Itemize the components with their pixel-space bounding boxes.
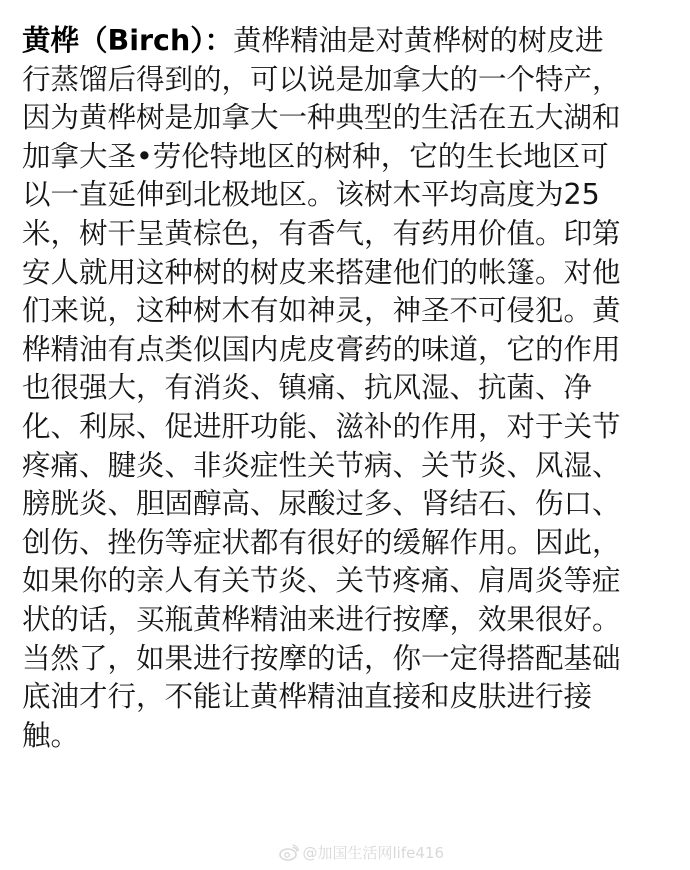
article-title-term: 黄桦（Birch）： bbox=[22, 24, 233, 57]
article-line: 因为黄桦树是加拿大一种典型的生活在五大湖和 bbox=[22, 101, 621, 135]
article-line: 行蒸馏后得到的，可以说是加拿大的一个特产， bbox=[22, 62, 621, 96]
article-line: 触。 bbox=[22, 718, 80, 752]
article-line: 安人就用这种树的树皮来搭建他们的帐篷。对他 bbox=[22, 255, 621, 289]
watermark-text: @加国生活网life416 bbox=[302, 844, 444, 862]
article-line: 当然了，如果进行按摩的话，你一定得搭配基础 bbox=[22, 641, 621, 675]
article-line: 膀胱炎、胆固醇高、尿酸过多、肾结石、伤口、 bbox=[22, 487, 621, 521]
article-line: 创伤、挫伤等症状都有很好的缓解作用。因此， bbox=[22, 525, 621, 559]
article-line: 也很强大，有消炎、镇痛、抗风湿、抗菌、净 bbox=[22, 371, 593, 405]
article-line: 底油才行，不能让黄桦精油直接和皮肤进行接 bbox=[22, 680, 593, 714]
weibo-icon bbox=[279, 844, 299, 861]
article-line: 米，树干呈黄棕色，有香气，有药用价值。印第 bbox=[22, 216, 621, 250]
article-line: 以一直延伸到北极地区。该树木平均高度为25 bbox=[22, 178, 600, 212]
article-body bbox=[22, 22, 672, 755]
article-line bbox=[22, 22, 672, 61]
article-line: 状的话，买瓶黄桦精油来进行按摩，效果很好。 bbox=[22, 602, 621, 636]
article-line: 化、利尿、促进肝功能、滋补的作用，对于关节 bbox=[22, 409, 621, 443]
article-line: 如果你的亲人有关节炎、关节疼痛、肩周炎等症 bbox=[22, 564, 621, 598]
article-line: 加拿大圣•劳伦特地区的树种，它的生长地区可 bbox=[22, 139, 609, 173]
article-line: 桦精油有点类似国内虎皮膏药的味道，它的作用 bbox=[22, 332, 621, 366]
article-line: 疼痛、腱炎、非炎症性关节病、关节炎、风湿、 bbox=[22, 448, 621, 482]
article-line-text: 黄桦精油是对黄桦树的树皮进 bbox=[232, 24, 604, 57]
article-line: 们来说，这种树木有如神灵，神圣不可侵犯。黄 bbox=[22, 294, 621, 328]
watermark bbox=[279, 842, 444, 863]
